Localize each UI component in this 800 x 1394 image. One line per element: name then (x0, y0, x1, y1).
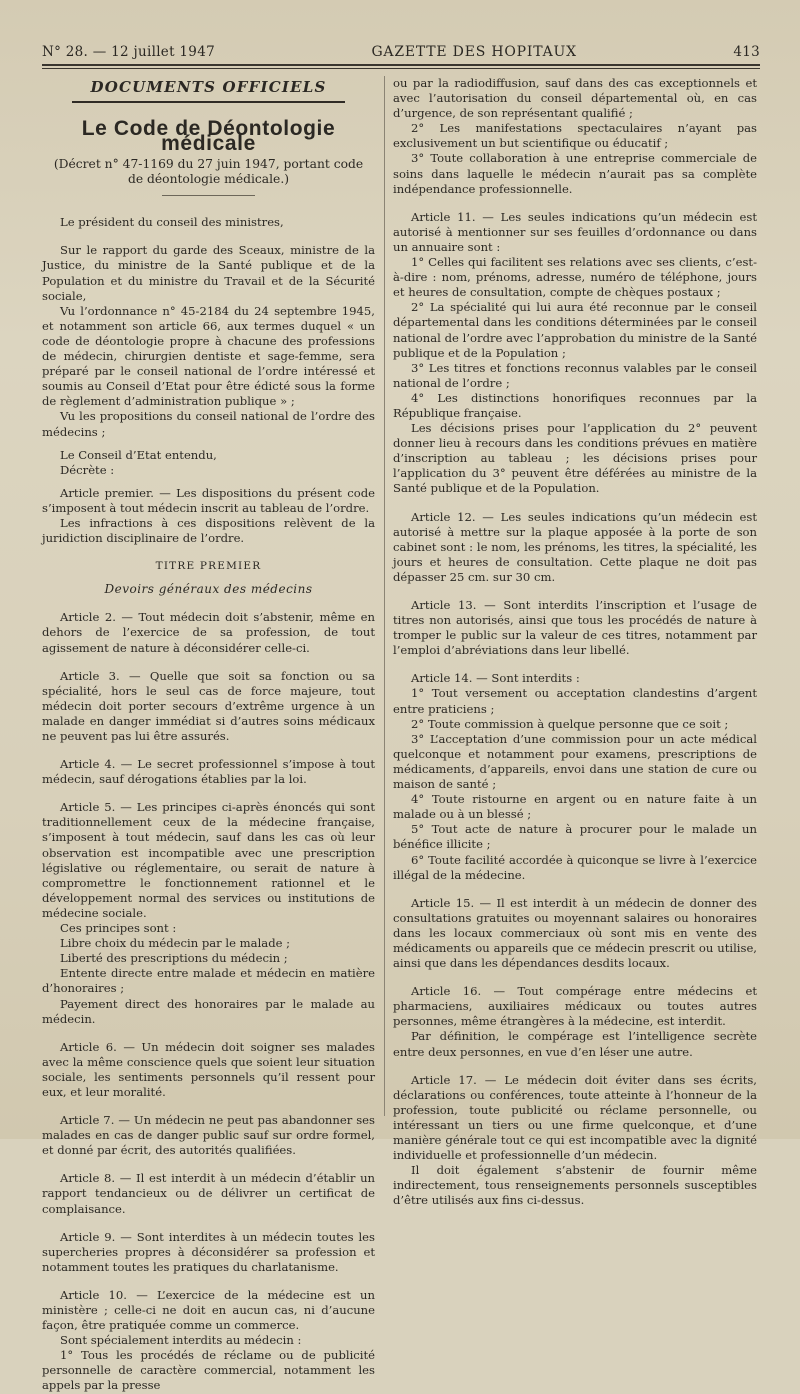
list-item: 6° Toute facilité accordée à quiconque se livre à l’exercice illégal de la médecine. (393, 852, 757, 882)
paragraph: Article premier. — Les dispositions du présent code s’imposent à tout médecin inscrit au tableau de l’ordre. (42, 485, 375, 515)
paragraph: Il doit également s’abstenir de fournir même indirectement, tous renseignements personnels susceptibles d’être utilisés aux fins ci-dessus. (393, 1163, 757, 1208)
paragraph: Les décisions prises pour l’application du 2° peuvent donner lieu à recours dans les conditions prévues en matière d’inscription au tableau ; les décisions prises pour l’application du 3° peuvent être déférées au ministre de la Santé publique et de la Population. (393, 421, 757, 496)
article: Article 9. — Sont interdites à un médecin toutes les supercheries propres à déconsidérer sa profession et notamment toutes les pratiques du charlatanisme. (42, 1229, 375, 1274)
list-item: 2° La spécialité qui lui aura été reconnue par le conseil départemental dans les conditions déterminées par le conseil national de l’ordre avec l’approbation du ministre de la Santé publique et de la Population ; (393, 300, 757, 360)
list-item: Libre choix du médecin par le malade ; (60, 936, 291, 951)
list-item: 2° Toute commission à quelque personne que ce soit ; (411, 716, 729, 731)
list-item: 1° Tous les procédés de réclame ou de publicité personnelle de caractère commercial, notamment les appels par la presse (42, 1348, 375, 1393)
titre-premier: TITRE PREMIER (155, 560, 262, 573)
column-divider (384, 76, 385, 1116)
article: Article 6. — Un médecin doit soigner ses malades avec la même conscience quels que soient leur situation sociale, les sentiments personnels qu’il ressent pour eux, et leur moralité. (42, 1039, 375, 1099)
article: Article 17. — Le médecin doit éviter dans ses écrits, déclarations ou conférences, toute atteinte à l’honneur de la profession, toute publicité ou réclame personnelle, ou intéressant un tiers ou une firme quelconque, et d’une manière générale tout ce qui est incompatible avec la dignité individuelle et professionnelle d’un médecin. (393, 1072, 757, 1163)
paragraph: ou par la radiodiffusion, sauf dans des cas exceptionnels et avec l’autorisation du conseil départemental où, en cas d’urgence, de son représentant qualifié ; (393, 76, 757, 121)
section-title: DOCUMENTS OFFICIELS (90, 78, 327, 96)
section-rule (72, 101, 345, 103)
article: Article 16. — Tout compérage entre médecins et pharmaciens, auxiliaires médicaux ou toutes autres personnes, même étrangères à la médecine, est interdit. (393, 984, 757, 1029)
article: Article 8. — Il est interdit à un médecin d’établir un rapport tendancieux ou de délivrer un certificat de complaisance. (42, 1171, 375, 1216)
decree-reference (42, 157, 375, 187)
list-item: 2° Les manifestations spectaculaires n’ayant pas exclusivement un but scientifique ou éducatif ; (393, 121, 757, 151)
article: Article 2. — Tout médecin doit s’abstenir, même en dehors de l’exercice de sa profession, de tout agissement de nature à déconsidérer celle-ci. (42, 610, 375, 655)
paragraph: Vu les propositions du conseil national de l’ordre des médecins ; (42, 409, 375, 439)
article: Article 7. — Un médecin ne peut pas abandonner ses malades en cas de danger public sauf sur ordre formel, et donné par écrit, des autorités qualifiées. (42, 1113, 375, 1158)
page-header (42, 44, 760, 64)
page-number: 413 (733, 44, 760, 60)
article: Article 12. — Les seules indications qu’un médecin est autorisé à mettre sur la plaque apposée à la porte de son cabinet sont : le nom, les prénoms, les titres, la spécialité, les jours et heures de consultation. Cette plaque ne doit pas dépasser 25 cm. sur 30 cm. (393, 509, 757, 584)
titre-subtitle: Devoirs généraux des médecins (104, 582, 313, 597)
decree-line-2: de déontologie médicale.) (127, 172, 290, 187)
list-item: 4° Les distinctions honorifiques reconnues par la République française. (393, 390, 757, 420)
issue-info: N° 28. — 12 juillet 1947 (42, 44, 215, 60)
paragraph: Sur le rapport du garde des Sceaux, ministre de la Justice, du ministre de la Santé publique et de la Population et du ministre du Travail et de la Sécurité sociale, (42, 243, 375, 303)
article: Article 15. — Il est interdit à un médecin de donner des consultations gratuites ou moyennant salaires ou honoraires dans les locaux commerciaux où sont mis en vente des médicaments ou appareils que ce médecin prescrit ou utilise, ainsi que dans les dépendances desdits locaux. (393, 895, 757, 971)
article: Article 10. — L’exercice de la médecine est un ministère ; celle-ci ne doit en aucun cas, ni d’aucune façon, être pratiquée comme un commerce. (42, 1287, 375, 1333)
list-item: 1° Tout versement ou acceptation clandestins d’argent entre praticiens ; (393, 686, 757, 716)
paragraph: Par définition, le compérage est l’intelligence secrète entre deux personnes, en vue d’en léser une autre. (393, 1029, 757, 1059)
paragraph: Vu l’ordonnance n° 45-2184 du 24 septembre 1945, et notamment son article 66, aux termes duquel « un code de déontologie propre à chacune des professions de médecin, chirurgien dentiste et sage-femme, sera préparé par le conseil national de l’ordre intéressé et soumis au Conseil d’Etat pour être édicté sous la forme de règlement d’administration publique » ; (42, 303, 375, 409)
article: Article 13. — Sont interdits l’inscription et l’usage de titres non autorisés, ainsi que tous les procédés de nature à tromper le public sur la valeur de ces titres, notamment par l’emploi d’abréviations dans leur libellé. (393, 598, 757, 658)
journal-title: GAZETTE DES HOPITAUX (371, 44, 577, 60)
list-item: 4° Toute ristourne en argent ou en nature faite à un malade ou à un blessé ; (393, 792, 757, 822)
list-item: 3° Toute collaboration à une entreprise commerciale de soins dans laquelle le médecin n’aurait pas sa complète indépendance professionnelle. (393, 151, 757, 196)
article: Article 11. — Les seules indications qu’un médecin est autorisé à mentionner sur ses feuilles d’ordonnance ou dans un annuaire sont : (393, 209, 757, 254)
list-item: 1° Celles qui facilitent ses relations avec ses clients, c’est-à-dire : nom, prénoms, adresse, numéro de téléphone, jours et heures de consultation, compte de chèques postaux ; (393, 255, 757, 300)
article: Article 3. — Quelle que soit sa fonction ou sa spécialité, hors le seul cas de force majeure, tout médecin doit porter secours d’extrême urgence à un malade en danger immédiat si d’autres soins médicaux ne peuvent pas lui être assurés. (42, 668, 375, 743)
list-item: Liberté des prescriptions du médecin ; (60, 951, 288, 966)
list-item: Ces principes sont : (60, 921, 177, 936)
list-item: 3° L’acceptation d’une commission pour un acte médical quelconque et notamment pour examens, prescriptions de médicaments, d’appareils, envoi dans une station de cure ou maison de santé ; (393, 731, 757, 792)
right-column (393, 76, 757, 1208)
article: Article 4. — Le secret professionnel s’impose à tout médecin, sauf dérogations établies par la loi. (42, 757, 375, 787)
paragraph: Le président du conseil des ministres, (60, 215, 284, 230)
left-column (42, 76, 375, 1394)
paragraph: Sont spécialement interdits au médecin : (60, 1333, 302, 1348)
list-item: Payement direct des honoraires par le malade au médecin. (42, 996, 375, 1026)
article: Article 14. — Sont interdits : (411, 671, 580, 686)
header-rule-thin (42, 68, 760, 69)
list-item: Entente directe entre malade et médecin en matière d’honoraires ; (42, 966, 375, 996)
paragraph: Les infractions à ces dispositions relèvent de la juridiction disciplinaire de l’ordre. (42, 515, 375, 546)
header-rule (42, 64, 760, 66)
paragraph: Le Conseil d’Etat entendu, (60, 447, 217, 462)
list-item: 5° Tout acte de nature à procurer pour le malade un bénéfice illicite ; (393, 822, 757, 852)
article-title: Le Code de Déontologie médicale (81, 117, 336, 156)
article: Article 5. — Les principes ci-après énoncés qui sont traditionnellement ceux de la médecine française, s’imposent à tout médecin, sauf dans les cas où leur observation est incompatible avec une prescription législative ou réglementaire, ou serait de nature à compromettre le fonctionnement rationnel et le développement normal des services ou institutions de médecine sociale. (42, 800, 375, 920)
list-item: 3° Les titres et fonctions reconnus valables par le conseil national de l’ordre ; (393, 360, 757, 390)
paragraph: Décrète : (60, 462, 115, 477)
decree-line-1: (Décret n° 47-1169 du 27 juin 1947, portant code (53, 157, 364, 172)
